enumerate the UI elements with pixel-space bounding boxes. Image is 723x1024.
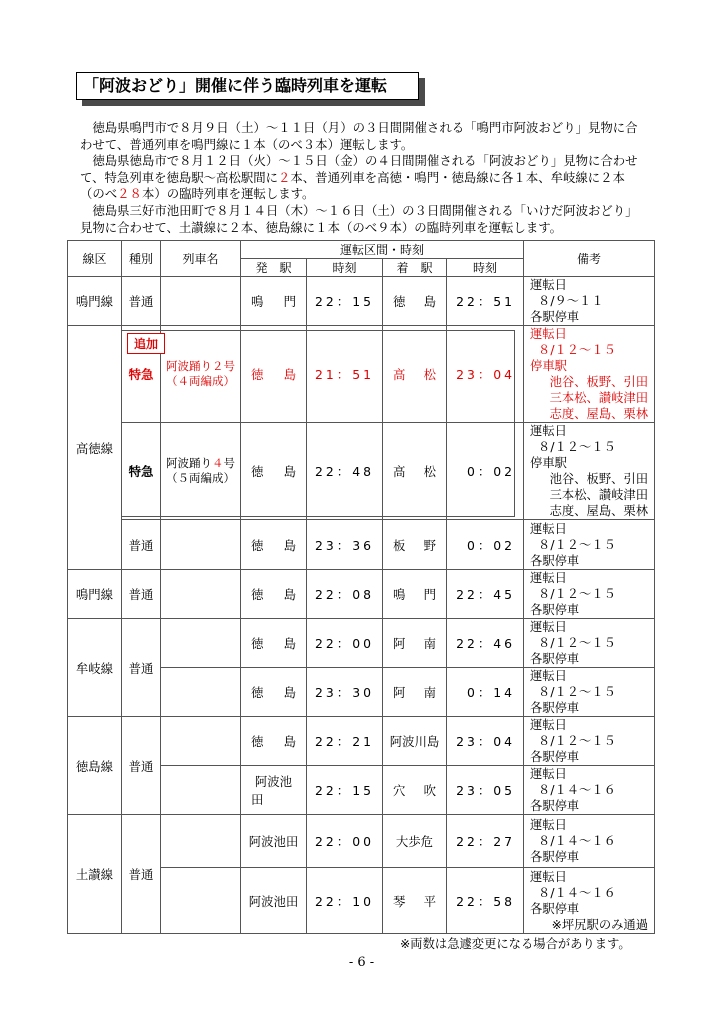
line-cell: 鳴門線 [68,570,122,619]
dep-time: 21：51 [307,326,383,423]
remark-line: ８/１２～１５ [538,636,616,650]
arr-station: 高 松 [383,423,447,520]
arr-station: 阿 南 [383,619,447,668]
arr-station: 板 野 [383,520,447,570]
name-cell [161,570,241,619]
dep-station: 徳 島 [241,619,307,668]
type-cell: 普通 [122,717,161,815]
remark-line: ８/１２～１５ [538,587,616,601]
remark-line: 池谷、板野、引田 [549,472,649,486]
arr-station: 高 松 [383,326,447,423]
header-arr-station: 着 駅 [383,259,447,277]
name-cell [161,423,241,520]
remark-line: ８/９～１１ [538,294,604,308]
name-cell [161,766,241,815]
remarks-cell [524,619,655,668]
intro-line: 徳島県鳴門市で８月９日（土）～１１日（月）の３日間開催される「鳴門市阿波おどり」見物に合 [80,120,638,135]
line-cell: 土讃線 [68,815,122,934]
remark-line: 各駅停車 [530,750,580,764]
remark-line: ※坪尻駅のみ通過 [551,917,649,932]
remark-line: 各駅停車 [530,652,580,666]
table-row [68,815,655,868]
arr-time: 22：46 [447,619,524,668]
arr-station: 徳 島 [383,277,447,326]
dep-station: 阿波池田 [241,766,307,815]
dep-station: 徳 島 [241,570,307,619]
intro-line: 徳島県三好市池田町で８月１４日（木）～１６日（土）の３日間開催される「いけだ阿波おどり」 [80,202,638,218]
remark-line: ８/１２～１５ [538,685,616,699]
name-cell [161,619,241,668]
type-cell: 普通 [122,815,161,934]
header-type: 種別 [122,241,161,277]
remark-line: 運転日 [530,669,567,683]
remark-line: 各駅停車 [530,850,580,864]
remark-line: ８/１２～１５ [538,343,616,357]
dep-station: 徳 島 [241,326,307,423]
remark-line: 各駅停車 [530,603,580,617]
remark-line: 各駅停車 [530,310,580,324]
header-name: 列車名 [161,241,241,277]
train-number: ２ [212,359,224,373]
remark-line: 運転日 [530,424,567,438]
remark-line: 池谷、板野、引田 [549,375,649,389]
intro-line: わせて、普通列車を鳴門線に１本（のべ３本）運転します。 [80,136,414,152]
arr-time: 22：27 [447,815,524,868]
remarks-cell [524,717,655,766]
arr-station: 大歩危 [383,815,447,868]
table-row [68,423,655,520]
dep-time: 22：15 [307,766,383,815]
arr-station: 阿 南 [383,668,447,717]
arr-time: 0：14 [447,668,524,717]
remark-line: ８/１４～１６ [538,834,616,848]
remark-line: 三本松、讃岐津田 [549,391,649,405]
arr-time: 23：04 [447,717,524,766]
remark-line: 志度、屋島、栗林 [549,407,649,421]
dep-time: 23：30 [307,668,383,717]
intro-line [80,186,650,203]
remark-line: ８/１２～１５ [538,537,616,552]
line-cell: 牟岐線 [68,619,122,717]
header-dep-station: 発 駅 [241,259,307,277]
remark-line: 各駅停車 [530,553,580,568]
remark-line: 運転日 [530,571,567,585]
intro-fragment: （のべ [80,186,118,202]
name-cell [161,277,241,326]
remark-line: ８/１２～１５ [538,734,616,748]
intro-highlight: ２８ [117,186,142,202]
dep-station: 阿波池田 [241,868,307,934]
type-cell: 普通 [122,277,161,326]
arr-station: 鳴 門 [383,570,447,619]
remark-line: 三本松、讃岐津田 [549,488,649,502]
intro-line [80,170,650,187]
train-cars: （４両編成） [166,374,235,388]
table-row [68,570,655,619]
footer-note: ※両数は急遽変更になる場合があります。 [400,937,631,951]
dep-time: 22：00 [307,619,383,668]
arr-time: 0：02 [447,423,524,520]
arr-time: 22：58 [447,868,524,934]
remark-line: 運転日 [530,767,567,781]
train-suffix: 号 [223,359,235,373]
line-cell: 高徳線 [68,326,122,570]
intro-fragment: 本）の臨時列車を運転します。 [141,186,315,202]
remark-line: 各駅停車 [530,799,580,813]
header-dep-time: 時刻 [307,259,383,277]
header-line: 線区 [68,241,122,277]
remark-line: 運転日 [530,869,567,884]
arr-station: 琴 平 [383,868,447,934]
dep-time: 23：36 [307,520,383,570]
name-cell [161,326,241,423]
intro-fragment: 本、普通列車を高徳・鳴門・徳島線に各１本、牟岐線に２本 [290,169,625,185]
train-name: 阿波踊り [166,456,212,470]
remarks-cell [524,520,655,570]
type-cell: 特急 [122,326,161,423]
added-badge: 追加 [127,333,165,354]
arr-station: 阿波川島 [383,717,447,766]
page-number: - 6 - [348,955,375,970]
arr-time: 23：05 [447,766,524,815]
remark-line: 各駅停車 [530,901,580,916]
arr-time: 22：45 [447,570,524,619]
remarks-cell [524,766,655,815]
remark-line: 運転日 [530,521,567,536]
remark-line: 停車駅 [530,359,567,373]
dep-station: 鳴 門 [241,277,307,326]
name-cell [161,815,241,868]
remark-line: 運転日 [530,278,567,292]
remarks-cell [524,326,655,423]
table-row [68,277,655,326]
train-suffix: 号 [223,456,235,470]
type-cell: 特急 [122,423,161,520]
intro-line: 徳島県徳島市で８月１２日（火）～１５日（金）の４日間開催される「阿波おどり」見物に合わせ [80,153,638,169]
remark-line: ８/１２～１５ [538,440,616,454]
type-cell: 普通 [122,520,161,570]
page-title: 「阿波おどり」開催に伴う臨時列車を運転 [76,72,419,100]
remarks-cell [524,277,655,326]
remark-line: 運転日 [530,818,567,832]
dep-time: 22：21 [307,717,383,766]
dep-time: 22：00 [307,815,383,868]
type-cell: 普通 [122,570,161,619]
dep-station: 徳 島 [241,423,307,520]
name-cell [161,868,241,934]
train-number: ４ [212,456,224,470]
dep-time: 22：15 [307,277,383,326]
dep-station: 徳 島 [241,668,307,717]
dep-station: 徳 島 [241,520,307,570]
remarks-cell [524,815,655,868]
header-section: 運転区間・時刻 [241,241,524,259]
timetable [67,240,655,934]
dep-time: 22：08 [307,570,383,619]
train-cars: （５両編成） [166,471,235,485]
remark-line: 停車駅 [530,456,567,470]
header-arr-time: 時刻 [447,259,524,277]
remark-line: 運転日 [530,327,567,341]
name-cell [161,668,241,717]
remark-line: ８/１４～１６ [538,885,616,900]
type-cell: 普通 [122,619,161,717]
arr-station: 穴 吹 [383,766,447,815]
header-remarks: 備考 [524,241,655,277]
arr-time: 22：51 [447,277,524,326]
dep-station: 徳 島 [241,717,307,766]
intro-text [80,120,650,236]
remarks-cell [524,668,655,717]
dep-station: 阿波池田 [241,815,307,868]
table-header-row [68,241,655,259]
remark-line: 運転日 [530,718,567,732]
name-cell [161,520,241,570]
line-cell: 徳島線 [68,717,122,815]
remark-line: 各駅停車 [530,701,580,715]
remark-line: 志度、屋島、栗林 [549,504,649,518]
remark-line: 運転日 [530,620,567,634]
dep-time: 22：10 [307,868,383,934]
train-name: 阿波踊り [166,359,212,373]
arr-time: 23：04 [447,326,524,423]
dep-time: 22：48 [307,423,383,520]
arr-time: 0：02 [447,520,524,570]
line-cell: 鳴門線 [68,277,122,326]
remark-line: ８/１４～１６ [538,783,616,797]
remarks-cell [524,423,655,520]
intro-fragment: て、特急列車を徳島駅～高松駅間に [80,169,279,185]
table-row [68,619,655,668]
name-cell [161,717,241,766]
intro-line: 見物に合わせて、土讃線に２本、徳島線に１本（のべ９本）の臨時列車を運転します。 [80,219,562,235]
table-row [68,326,655,423]
remarks-cell [524,570,655,619]
table-row [68,520,655,570]
intro-highlight: ２ [278,169,291,185]
table-row [68,717,655,766]
remarks-cell [524,868,655,934]
